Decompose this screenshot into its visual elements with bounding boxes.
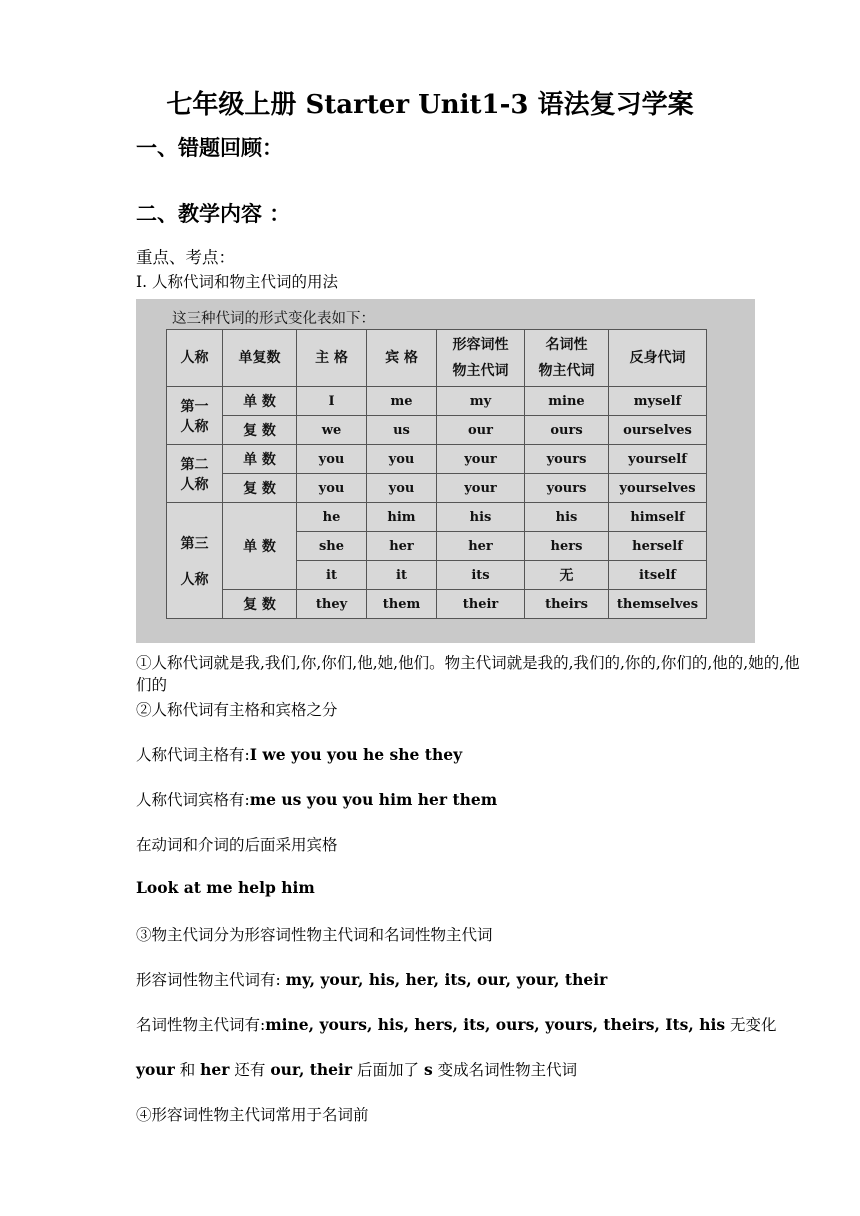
note-s-rule: your 和 her 还有 our, their 后面加了 s 变成名词性物主代词	[136, 1060, 578, 1079]
cell: you	[297, 474, 367, 503]
cell: yourselves	[609, 474, 707, 503]
cell: themselves	[609, 590, 707, 619]
header-noun-possessive: 名词性 物主代词	[525, 330, 609, 387]
cell: him	[367, 503, 437, 532]
number-plural: 复 数	[223, 474, 297, 503]
cell: us	[367, 416, 437, 445]
cell: I	[297, 387, 367, 416]
cell: myself	[609, 387, 707, 416]
note-subject-pronouns: 人称代词主格有:I we you you he she they	[136, 745, 463, 764]
number-singular: 单 数	[223, 503, 297, 590]
table-row	[167, 445, 707, 474]
cell: you	[297, 445, 367, 474]
number-singular: 单 数	[223, 387, 297, 416]
cell: herself	[609, 532, 707, 561]
table-row	[167, 590, 707, 619]
cell: he	[297, 503, 367, 532]
table-row	[167, 503, 707, 532]
cell: himself	[609, 503, 707, 532]
header-subject: 主 格	[297, 330, 367, 387]
person-third: 第三 人称	[167, 503, 223, 619]
cell: you	[367, 445, 437, 474]
number-plural: 复 数	[223, 416, 297, 445]
header-person: 人称	[167, 330, 223, 387]
cell: yours	[525, 474, 609, 503]
person-first: 第一 人称	[167, 387, 223, 445]
table-row	[167, 474, 707, 503]
cell: their	[437, 590, 525, 619]
cell: it	[297, 561, 367, 590]
note-2: ②人称代词有主格和宾格之分	[136, 701, 338, 719]
cell: our	[437, 416, 525, 445]
header-number: 单复数	[223, 330, 297, 387]
number-plural: 复 数	[223, 590, 297, 619]
note-4: ④形容词性物主代词常用于名词前	[136, 1106, 369, 1124]
cell: it	[367, 561, 437, 590]
cell: ourselves	[609, 416, 707, 445]
note-noun-possessives: 名词性物主代词有:mine, yours, his, hers, its, ours, yours, theirs, Its, his 无变化	[136, 1015, 777, 1034]
note-object-usage: 在动词和介词的后面采用宾格	[136, 836, 338, 854]
header-reflexive: 反身代词	[609, 330, 707, 387]
topic-heading: I. 人称代词和物主代词的用法	[136, 273, 338, 291]
cell: its	[437, 561, 525, 590]
cell: his	[437, 503, 525, 532]
keypoints-label: 重点、考点：	[136, 248, 235, 267]
cell: mine	[525, 387, 609, 416]
note-adjective-possessives: 形容词性物主代词有: my, your, his, her, its, our, your, their	[136, 970, 608, 989]
cell: we	[297, 416, 367, 445]
cell: her	[437, 532, 525, 561]
person-second: 第二 人称	[167, 445, 223, 503]
pronoun-table-figure	[136, 299, 755, 643]
note-3: ③物主代词分为形容词性物主代词和名词性物主代词	[136, 926, 493, 944]
cell: hers	[525, 532, 609, 561]
figure-caption: 这三种代词的形式变化表如下：	[172, 311, 375, 327]
cell: she	[297, 532, 367, 561]
note-example: Look at me help him	[136, 878, 315, 897]
header-object: 宾 格	[367, 330, 437, 387]
cell: me	[367, 387, 437, 416]
cell: ours	[525, 416, 609, 445]
cell: 无	[525, 561, 609, 590]
document-title: 七年级上册 Starter Unit1-3 语法复习学案	[166, 90, 694, 120]
table-row	[167, 387, 707, 416]
cell: you	[367, 474, 437, 503]
section-heading-review: 一、错题回顾：	[136, 135, 283, 160]
cell: his	[525, 503, 609, 532]
table-header-row	[167, 330, 707, 387]
cell: her	[367, 532, 437, 561]
note-object-pronouns: 人称代词宾格有:me us you you him her them	[136, 790, 498, 809]
header-adjective-possessive: 形容词性 物主代词	[437, 330, 525, 387]
pronoun-table	[166, 329, 707, 619]
cell: yours	[525, 445, 609, 474]
cell: theirs	[525, 590, 609, 619]
note-1: ①人称代词就是我,我们,你,你们,他,她,他们。物主代词就是我的,我们的,你的,你们的,他的,她的,他们的	[136, 654, 800, 694]
cell: your	[437, 474, 525, 503]
section-heading-content: 二、教学内容 ：	[136, 201, 291, 226]
cell: my	[437, 387, 525, 416]
cell: itself	[609, 561, 707, 590]
table-row	[167, 416, 707, 445]
cell: them	[367, 590, 437, 619]
cell: they	[297, 590, 367, 619]
number-singular: 单 数	[223, 445, 297, 474]
cell: yourself	[609, 445, 707, 474]
cell: your	[437, 445, 525, 474]
